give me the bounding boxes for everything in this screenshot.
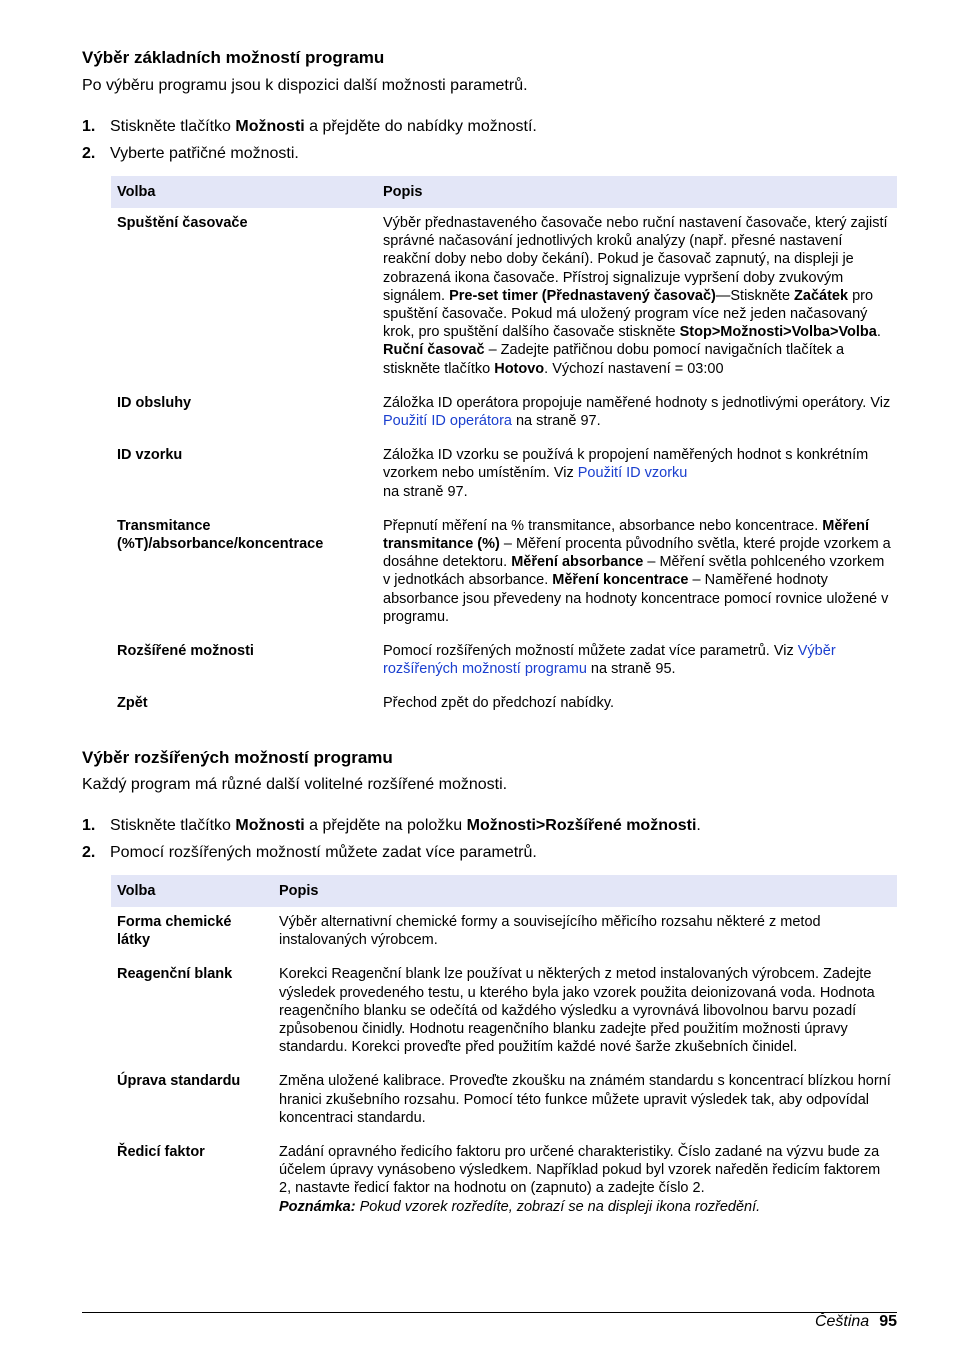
table-row [111,636,897,688]
options-table [111,176,897,723]
description-cell: Přepnutí měření na % transmitance, absorbance nebo koncentrace. Měření transmitance (%) – Měření procenta původního světla, které projde vzorkem a dosáhne detektoru. Měření absorbance – Měření světla pohlceného vzorkem v jednotkách absorbance. Měření koncentrace – Naměřené hodnoty absorbance jsou převedeny na hodnoty koncentrace pomocí rovnice uložené v programu. [383,517,891,625]
option-cell: Forma chemické látky [117,914,232,949]
column-header: Popis [273,875,897,907]
option-cell: ID obsluhy [117,394,192,411]
table-row [111,1066,897,1137]
table-header-row [111,875,897,907]
table-row [111,907,897,959]
cross-reference-link[interactable]: Použití ID operátora [383,413,512,430]
option-cell: Transmitance (%T)/absorbance/koncentrace [117,517,324,553]
option-cell: Rozšířené možnosti [117,643,254,660]
step-item: 1. Stiskněte tlačítko Možnosti a přejděte do nabídky možností. [82,118,537,135]
step-item: 2. Pomocí rozšířených možností můžete zadat více parametrů. [82,844,537,861]
description-cell: Výběr alternativní chemické formy a souvisejícího měřicího rozsahu některé z metod instalovaných výrobcem. [279,914,821,949]
table-row [111,959,897,1066]
note-text: Pokud vzorek rozředíte, zobrazí se na displeji ikona rozředění. [355,1198,761,1215]
page-number: 95 [879,1313,897,1330]
column-header: Volba [111,875,273,907]
table-row [111,511,897,636]
advanced-options-table [111,875,897,1226]
option-cell: ID vzorku [117,447,183,464]
table-row [111,1137,897,1226]
option-cell: Zpět [117,695,148,712]
description-cell: Záložka ID operátora propojuje naměřené hodnoty s jednotlivými operátory. Viz Použití ID operátora na straně 97. [383,394,891,430]
description-cell: Změna uložené kalibrace. Proveďte zkoušku na známém standardu s koncentrací blízkou horní hranici zkušebního rozsahu. Pomocí této funkce můžete upravit výsledek tak, aby odpovídal koncentraci standardu. [279,1073,891,1126]
option-cell: Ředicí faktor [117,1144,205,1161]
note-label: Poznámka: [279,1198,356,1215]
step-item: 2. Vyberte patřičné možnosti. [82,145,299,162]
table-row [111,388,897,440]
section-title: Výběr základních možností programu [82,48,385,67]
cross-reference-link[interactable]: Použití ID vzorku [577,465,688,482]
column-header: Popis [377,176,897,208]
description-cell: Přechod zpět do předchozí nabídky. [383,695,615,712]
section-intro: Po výběru programu jsou k dispozici další možnosti parametrů. [82,77,528,94]
table-row [111,440,897,511]
table-row [111,208,897,388]
option-cell: Úprava standardu [117,1073,241,1090]
footer-divider [82,1312,897,1313]
description-cell: Výběr přednastaveného časovače nebo ruční nastavení časovače, který zajistí správné načasování jednotlivých kroků analýzy (např. přesné nastavení reakční doby nebo doby čekání). Pokud je časovač zapnutý, na displeji je zobrazená ikona časovače. Přístroj signalizuje vypršení doby zvukovým signálem. Pre-set timer (Přednastavený časovač)—Stiskněte Začátek pro spuštění časovače. Pokud má uložený program více než jeden načasovaný krok, pro spuštění dalšího časovače stiskněte Stop>Možnosti>Volba>Volba. Ruční časovač – Zadejte patřičnou dobu pomocí navigačních tlačítek a stiskněte tlačítko Hotovo. Výchozí nastavení = 03:00 [383,215,888,377]
column-header: Volba [111,176,377,208]
section-intro: Každý program má různé další volitelné rozšířené možnosti. [82,776,508,793]
table-header-row [111,176,897,208]
page-footer [815,1313,897,1331]
footer-language: Čeština [814,1313,870,1330]
section-title: Výběr rozšířených možností programu [82,748,393,767]
description-cell: Zadání opravného ředicího faktoru pro určené charakteristiky. Číslo zadané na výzvu bude za účelem úpravy vynásobeno výsledkem. Například pokud byl vzorek naředěn ředicím faktorem 2, nastavte ředicí faktor na hodnotu on (zapnuto) a zadejte číslo 2. Poznámka: Pokud vzorek rozředíte, zobrazí se na displeji ikona rozředění. [279,1144,881,1215]
cross-reference-link[interactable]: Výběr rozšířených možností programu [383,643,836,678]
description-cell: Korekci Reagenční blank lze používat u některých z metod instalovaných výrobcem. Zadejte výsledek provedeného testu, u kterého byla jako vzorek použita deionizovaná voda. Hodnota reagenčního blanku se odečítá od každého výsledku a vyrovnává libovolnou barvu pozadí způsobenou činidly. Hodnotu reagenčního blanku zadejte před použitím možnosti úpravy standardu. Korekci proveďte před použitím každé nové šarže zkušebních činidel. [279,966,875,1056]
option-cell: Spuštění časovače [117,215,248,231]
option-cell: Reagenční blank [117,966,233,983]
step-item: 1. Stiskněte tlačítko Možnosti a přejděte na položku Možnosti>Rozšířené možnosti. [82,817,701,834]
table-row [111,688,897,722]
description-cell: Záložka ID vzorku se používá k propojení naměřených hodnot s konkrétním vzorkem nebo umístěním. Viz Použití ID vzorku na straně 97. [383,447,869,500]
description-cell: Pomocí rozšířených možností můžete zadat více parametrů. Viz Výběr rozšířených možností programu na straně 95. [383,643,836,678]
